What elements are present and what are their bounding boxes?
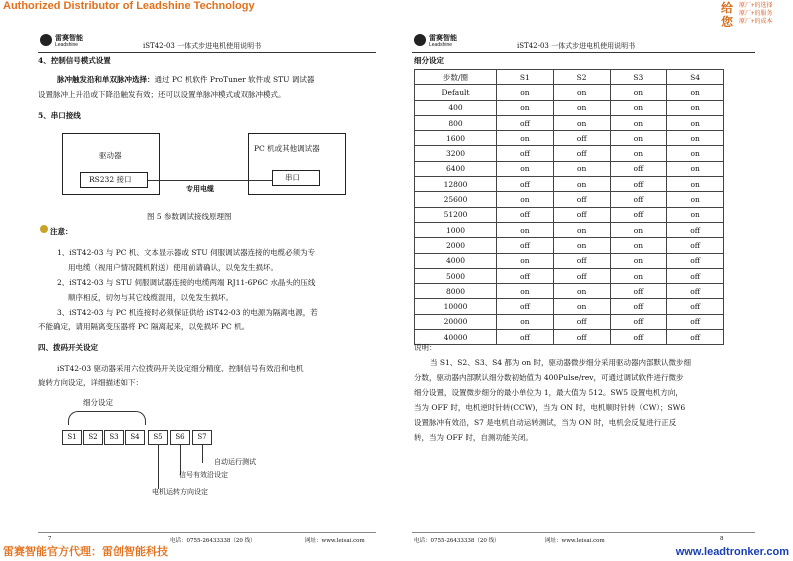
- table-row: [415, 146, 724, 161]
- description-line-2: 分数，驱动器内部默认细分数初始值为 400Pulse/rev，可通过调试软件进行微步: [414, 373, 684, 382]
- section-4-bold: 脉冲触发沿和单双脉冲选择：: [57, 75, 155, 84]
- logo-cn: 雷赛智能: [429, 35, 457, 42]
- table-cell-steps: Default: [415, 85, 497, 100]
- note-1-line-2: 用电缆（视用户情况随机附送）使用前请确认，以免发生损坏。: [68, 263, 278, 272]
- pc-label: PC 机或其他调试器: [254, 144, 320, 153]
- s7-leader: [202, 445, 203, 463]
- table-cell-switch: on: [553, 85, 610, 100]
- table-cell-switch: off: [667, 222, 724, 237]
- table-cell-switch: on: [553, 100, 610, 115]
- table-row: [415, 314, 724, 329]
- note-1-line-1: 1、iST42-03 与 PC 机、文本显示器或 STU 伺服调试器连接的电缆必须为专: [57, 248, 316, 257]
- table-cell-switch: off: [610, 330, 667, 345]
- col-header-s4: S4: [667, 70, 724, 85]
- col-header-s1: S1: [497, 70, 554, 85]
- table-cell-switch: on: [667, 85, 724, 100]
- table-cell-switch: on: [497, 284, 554, 299]
- microstep-table: [414, 69, 724, 345]
- table-cell-switch: off: [667, 284, 724, 299]
- cable-label: 专用电缆: [186, 184, 214, 193]
- table-row: [415, 299, 724, 314]
- note-2-line-1: 2、iST42-03 与 STU 伺服调试器连接的电缆两端 RJ11-6P6C 水晶头的压线: [57, 278, 316, 287]
- table-row: [415, 284, 724, 299]
- table-cell-switch: on: [610, 131, 667, 146]
- table-cell-switch: on: [667, 161, 724, 176]
- table-cell-switch: off: [497, 115, 554, 130]
- table-row: [415, 268, 724, 283]
- table-cell-steps: 8000: [415, 284, 497, 299]
- section-4-text-1: 通过 PC 机软件 ProTuner 软件或 STU 调试器: [154, 75, 315, 84]
- section-4-line-1: [57, 74, 314, 86]
- table-cell-switch: off: [610, 192, 667, 207]
- table-cell-steps: 400: [415, 100, 497, 115]
- table-cell-switch: off: [610, 314, 667, 329]
- right-footer-rule: [412, 532, 755, 533]
- table-cell-switch: off: [497, 146, 554, 161]
- logo-mark-icon: [40, 34, 52, 46]
- s5-description: 电机运转方向设定: [152, 488, 208, 496]
- table-cell-switch: off: [667, 268, 724, 283]
- switch-s7: S7: [192, 430, 212, 445]
- table-cell-switch: off: [553, 146, 610, 161]
- dip-switch-title: 四、拨码开关设定: [38, 343, 98, 352]
- table-cell-switch: off: [610, 299, 667, 314]
- table-cell-switch: on: [497, 222, 554, 237]
- table-cell-switch: off: [497, 330, 554, 345]
- table-cell-switch: off: [553, 268, 610, 283]
- switch-s5: S5: [148, 430, 168, 445]
- table-cell-switch: on: [667, 100, 724, 115]
- table-cell-switch: on: [497, 100, 554, 115]
- s6-description: 信号有效沿设定: [179, 471, 228, 479]
- table-cell-switch: off: [497, 299, 554, 314]
- table-cell-switch: off: [610, 177, 667, 192]
- logo-en: Leadshine: [55, 42, 79, 48]
- table-cell-switch: on: [497, 85, 554, 100]
- note-3-line-2: 不能确定，请用隔离变压器将 PC 隔离起来，以免损坏 PC 机。: [38, 322, 250, 331]
- microstep-table-title: 细分设定: [414, 56, 444, 65]
- table-cell-switch: on: [553, 161, 610, 176]
- table-cell-switch: off: [497, 177, 554, 192]
- table-row: [415, 131, 724, 146]
- table-cell-switch: on: [553, 222, 610, 237]
- table-cell-steps: 40000: [415, 330, 497, 345]
- table-cell-switch: off: [553, 253, 610, 268]
- table-cell-switch: off: [553, 330, 610, 345]
- left-header-rule: [38, 52, 376, 53]
- table-cell-switch: off: [667, 253, 724, 268]
- logo-mark-icon: [414, 34, 426, 46]
- table-row: [415, 207, 724, 222]
- table-cell-switch: on: [553, 115, 610, 130]
- table-header-row: [415, 70, 724, 85]
- table-cell-switch: on: [667, 131, 724, 146]
- table-cell-switch: off: [497, 207, 554, 222]
- table-row: [415, 100, 724, 115]
- table-cell-switch: off: [667, 330, 724, 345]
- table-cell-steps: 20000: [415, 314, 497, 329]
- table-cell-switch: on: [553, 177, 610, 192]
- section-4-title: 4、控制信号模式设置: [38, 56, 111, 65]
- table-cell-switch: on: [610, 222, 667, 237]
- table-cell-switch: on: [553, 238, 610, 253]
- table-row: [415, 85, 724, 100]
- switch-s3: S3: [104, 430, 124, 445]
- stamp-line-2: 原厂+的服务: [739, 11, 773, 17]
- table-cell-steps: 3200: [415, 146, 497, 161]
- table-cell-steps: 2000: [415, 238, 497, 253]
- table-cell-steps: 800: [415, 115, 497, 130]
- table-cell-switch: on: [667, 146, 724, 161]
- left-footer-rule: [38, 532, 376, 533]
- table-cell-switch: on: [497, 192, 554, 207]
- table-cell-switch: off: [497, 268, 554, 283]
- description-title: 说明：: [414, 343, 437, 352]
- table-row: [415, 238, 724, 253]
- description-line-6: 转，当为 OFF 时，自测功能关闭。: [414, 433, 533, 442]
- table-cell-switch: off: [553, 131, 610, 146]
- right-header-rule: [412, 52, 755, 53]
- table-row: [415, 192, 724, 207]
- table-cell-switch: off: [667, 314, 724, 329]
- note-2-line-2: 顺序相反，切勿与其它线缆混用，以免发生损坏。: [68, 293, 233, 302]
- s7-description: 自动运行测试: [214, 458, 256, 466]
- left-footer-phone: 电话：0755-26433338（20 线）: [170, 538, 256, 544]
- right-footer-web: 网址：www.leisai.com: [545, 538, 605, 544]
- right-header-title: iST42-03 一体式步进电机使用说明书: [517, 42, 636, 50]
- switch-s2: S2: [83, 430, 103, 445]
- table-cell-steps: 4000: [415, 253, 497, 268]
- table-row: [415, 222, 724, 237]
- table-cell-steps: 5000: [415, 268, 497, 283]
- switch-s1: S1: [62, 430, 82, 445]
- table-cell-switch: on: [610, 85, 667, 100]
- left-header-title: iST42-03 一体式步进电机使用说明书: [143, 42, 262, 50]
- description-line-3: 细分设置，设置微步细分的最小单位为 1，最大值为 512。SW5 设置电机方向，: [414, 388, 683, 397]
- stamp-char-2: 您: [721, 15, 734, 29]
- dip-line-2: 旋转方向设定，详细描述如下：: [38, 378, 143, 387]
- stamp-line-3: 原厂+的成本: [739, 19, 773, 25]
- left-footer-web: 网址：www.leisai.com: [305, 538, 365, 544]
- switch-s4: S4: [125, 430, 145, 445]
- stamp-char-1: 给: [721, 1, 734, 15]
- table-cell-switch: on: [610, 253, 667, 268]
- table-cell-switch: on: [667, 207, 724, 222]
- section-4-line-2: 设置脉冲上升沿或下降沿触发有效；还可以设置单脉冲模式或双脉冲模式。: [38, 90, 286, 99]
- table-cell-steps: 6400: [415, 161, 497, 176]
- table-cell-switch: on: [553, 299, 610, 314]
- left-page-number: 7: [48, 536, 52, 542]
- table-cell-steps: 51200: [415, 207, 497, 222]
- dip-line-1: iST42-03 驱动器采用六位拨码开关设定细分精度、控制信号有效沿和电机: [57, 364, 304, 373]
- right-footer-phone: 电话：0755-26433338（20 线）: [414, 538, 500, 544]
- col-header-s2: S2: [553, 70, 610, 85]
- table-cell-switch: off: [610, 161, 667, 176]
- table-cell-switch: on: [667, 115, 724, 130]
- microstep-brace: [68, 411, 146, 425]
- table-cell-switch: off: [667, 238, 724, 253]
- table-cell-switch: off: [553, 207, 610, 222]
- switch-s6: S6: [170, 430, 190, 445]
- table-cell-switch: on: [497, 131, 554, 146]
- figure-caption: 图 5 参数调试接线原理图: [147, 212, 232, 221]
- logo-en: Leadshine: [429, 42, 453, 48]
- table-cell-steps: 12800: [415, 177, 497, 192]
- table-row: [415, 253, 724, 268]
- note-warning-icon: [40, 225, 48, 233]
- table-cell-steps: 25600: [415, 192, 497, 207]
- left-leadshine-logo: [40, 33, 100, 49]
- distributor-watermark: Authorized Distributor of Leadshine Technology: [3, 0, 255, 12]
- table-cell-switch: on: [497, 253, 554, 268]
- table-cell-steps: 1600: [415, 131, 497, 146]
- table-cell-switch: on: [610, 100, 667, 115]
- logo-cn: 雷赛智能: [55, 35, 83, 42]
- table-cell-steps: 1000: [415, 222, 497, 237]
- table-cell-switch: off: [553, 314, 610, 329]
- table-cell-switch: on: [610, 146, 667, 161]
- col-header-steps: 步数/圈: [415, 70, 497, 85]
- table-cell-switch: on: [497, 314, 554, 329]
- col-header-s3: S3: [610, 70, 667, 85]
- note-3-line-1: 3、iST42-03 与 PC 机连接时必须保证供给 iST42-03 的电源为隔离电源，若: [57, 308, 318, 317]
- agent-watermark: 雷赛智能官方代理：雷创智能科技: [3, 546, 168, 558]
- table-cell-switch: on: [610, 268, 667, 283]
- table-cell-switch: off: [610, 284, 667, 299]
- table-cell-switch: on: [610, 238, 667, 253]
- table-cell-steps: 10000: [415, 299, 497, 314]
- table-cell-switch: on: [497, 161, 554, 176]
- right-page-number: 8: [720, 536, 724, 542]
- rs232-label: RS232 接口: [89, 175, 132, 184]
- description-line-1: 当 S1、S2、S3、S4 都为 on 时，驱动器微步细分采用驱动器内部默认微步细: [430, 358, 692, 367]
- section-5-title: 5、串口接线: [38, 111, 81, 120]
- table-row: [415, 115, 724, 130]
- distributor-stamp: [721, 1, 789, 31]
- table-row: [415, 161, 724, 176]
- website-watermark: www.leadtronker.com: [675, 546, 789, 558]
- table-row: [415, 330, 724, 345]
- table-cell-switch: on: [553, 284, 610, 299]
- s5-leader: [158, 445, 159, 489]
- table-cell-switch: off: [610, 207, 667, 222]
- serial-label: 串口: [285, 173, 300, 182]
- cable-line: [148, 180, 272, 181]
- right-leadshine-logo: [414, 33, 474, 49]
- microstep-label: 细分设定: [83, 398, 113, 407]
- table-cell-switch: on: [667, 192, 724, 207]
- description-line-4: 当为 OFF 时，电机逆时针转(CCW)，当为 ON 时，电机顺时针转（CW）；SW6: [414, 403, 686, 412]
- table-cell-switch: on: [610, 115, 667, 130]
- stamp-line-1: 原厂+的选择: [739, 3, 773, 9]
- description-line-5: 设置脉冲有效沿，S7 是电机自动运转测试，当为 ON 时，电机会反复进行正反: [414, 418, 677, 427]
- table-cell-switch: off: [497, 238, 554, 253]
- note-title: 注意：: [50, 227, 73, 236]
- table-cell-switch: off: [667, 299, 724, 314]
- table-cell-switch: on: [667, 177, 724, 192]
- table-cell-switch: off: [553, 192, 610, 207]
- table-row: [415, 177, 724, 192]
- driver-label: 驱动器: [99, 151, 122, 160]
